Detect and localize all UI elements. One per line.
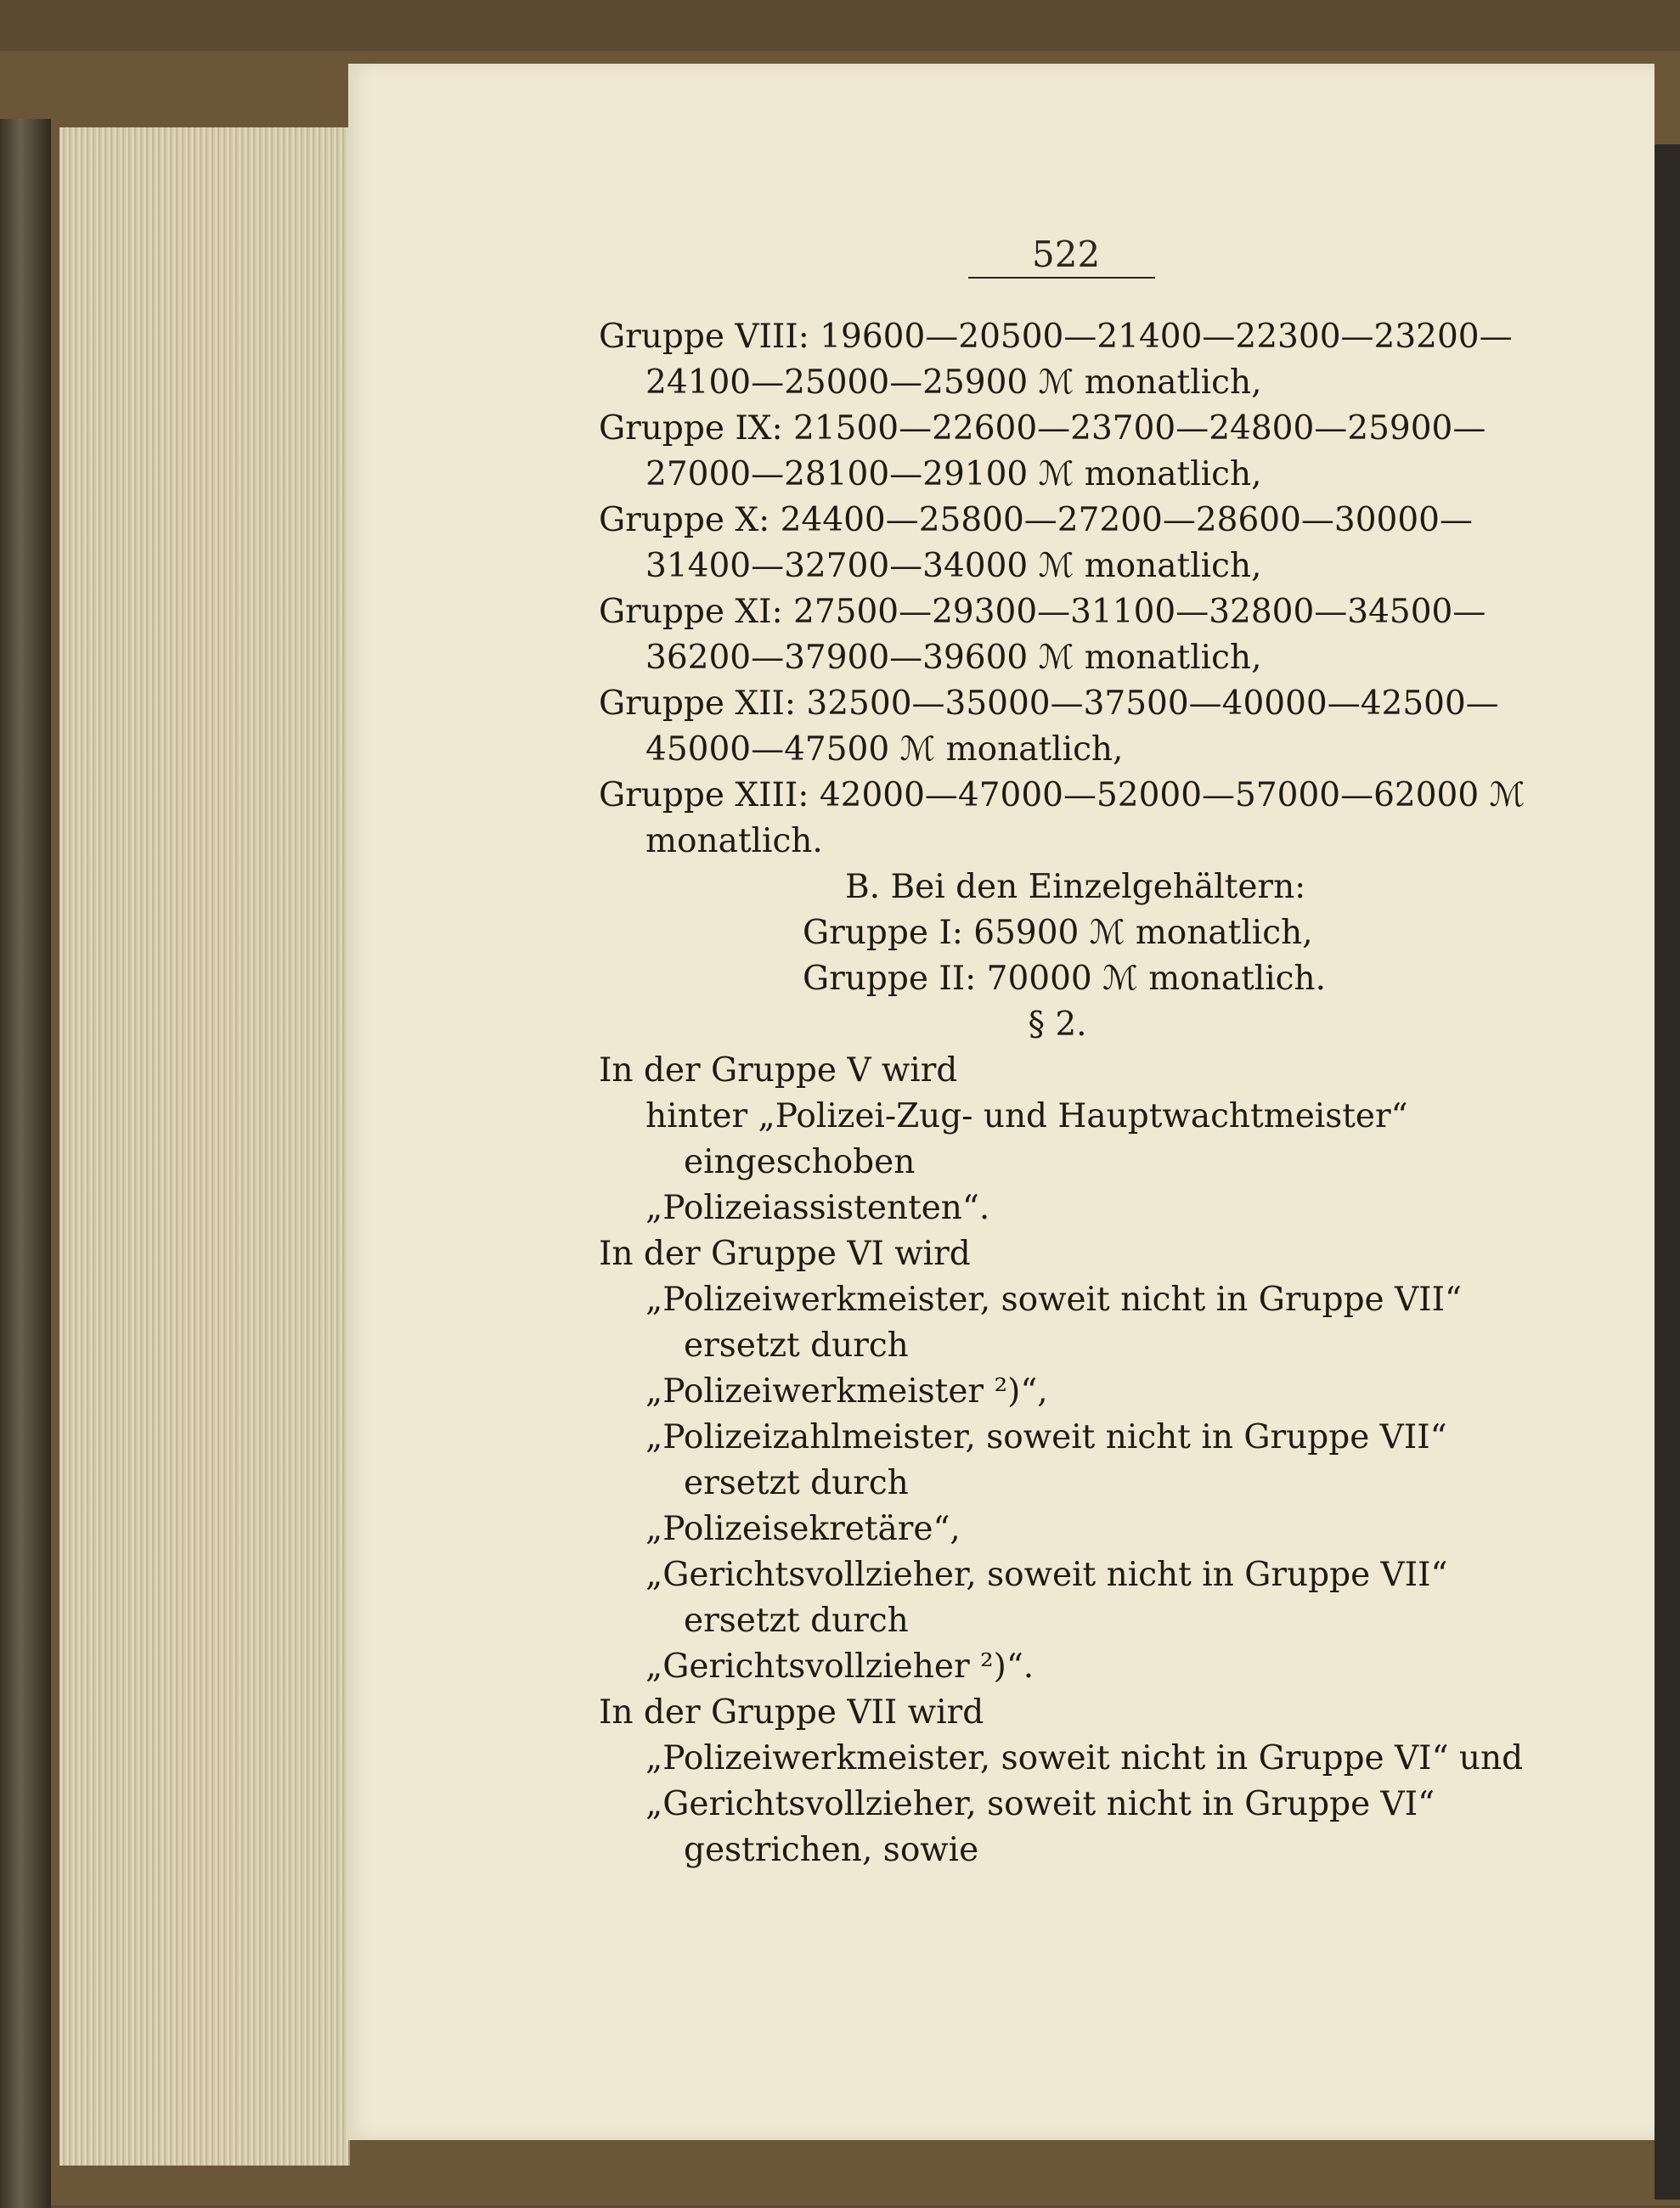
- paragraph-line: „Polizeiwerkmeister, soweit nicht in Gruppe VI“ und: [646, 1739, 1524, 1777]
- paragraph-line: „Polizeiwerkmeister ²)“,: [646, 1372, 1048, 1411]
- paragraph-line: „Gerichtsvollzieher, soweit nicht in Gruppe VI“: [646, 1785, 1435, 1823]
- group-line: 45000—47500 ℳ monatlich,: [646, 730, 1124, 769]
- page-text: [599, 314, 1525, 1873]
- paragraph-line: ersetzt durch: [684, 1602, 909, 1640]
- group-line: 27000—28100—29100 ℳ monatlich,: [646, 455, 1262, 493]
- paragraph-line: In der Gruppe VII wird: [599, 1693, 984, 1732]
- paragraph-line: ersetzt durch: [684, 1464, 909, 1502]
- group-line: Gruppe VIII: 19600—20500—21400—22300—23200—: [599, 318, 1513, 356]
- group-line: Gruppe XII: 32500—35000—37500—40000—42500—: [599, 684, 1499, 723]
- page-edges: [59, 127, 350, 2166]
- paragraph-line: „Polizeiassistenten“.: [646, 1189, 990, 1227]
- group-line: Gruppe XI: 27500—29300—31100—32800—34500—: [599, 593, 1486, 631]
- section-b-heading: B. Bei den Einzelgehältern:: [845, 868, 1306, 906]
- group-line: Gruppe IX: 21500—22600—23700—24800—25900—: [599, 409, 1486, 448]
- book-cover-edge: [1655, 144, 1680, 2200]
- group-line: monatlich.: [646, 822, 823, 860]
- paragraph-line: „Gerichtsvollzieher, soweit nicht in Gruppe VII“: [646, 1556, 1448, 1594]
- paragraph-line: „Polizeizahlmeister, soweit nicht in Gruppe VII“: [646, 1418, 1447, 1456]
- paragraph-line: ersetzt durch: [684, 1326, 909, 1365]
- paragraph-line: „Polizeiwerkmeister, soweit nicht in Gruppe VII“: [646, 1281, 1462, 1319]
- section-b-line: Gruppe II: 70000 ℳ monatlich.: [803, 960, 1327, 998]
- page-number-rule: [968, 277, 1155, 279]
- paragraph-line: In der Gruppe V wird: [599, 1051, 958, 1090]
- group-line: Gruppe XIII: 42000—47000—52000—57000—62000 ℳ: [599, 776, 1525, 814]
- paragraph-line: In der Gruppe VI wird: [599, 1235, 971, 1273]
- section-b-line: Gruppe I: 65900 ℳ monatlich,: [803, 914, 1313, 952]
- group-line: 24100—25000—25900 ℳ monatlich,: [646, 363, 1262, 402]
- book-spine: [0, 119, 51, 2208]
- paragraph-line: „Gerichtsvollzieher ²)“.: [646, 1648, 1034, 1686]
- paragraph-line: „Polizeisekretäre“,: [646, 1510, 961, 1548]
- group-line: 31400—32700—34000 ℳ monatlich,: [646, 547, 1262, 585]
- section-heading: § 2.: [1028, 1005, 1087, 1044]
- paragraph-line: hinter „Polizei-Zug- und Hauptwachtmeister“: [646, 1097, 1408, 1135]
- page-number: 522: [1032, 234, 1101, 275]
- paragraph-line: gestrichen, sowie: [684, 1831, 979, 1869]
- paragraph-line: eingeschoben: [684, 1143, 916, 1181]
- group-line: Gruppe X: 24400—25800—27200—28600—30000—: [599, 501, 1473, 539]
- group-line: 36200—37900—39600 ℳ monatlich,: [646, 639, 1262, 677]
